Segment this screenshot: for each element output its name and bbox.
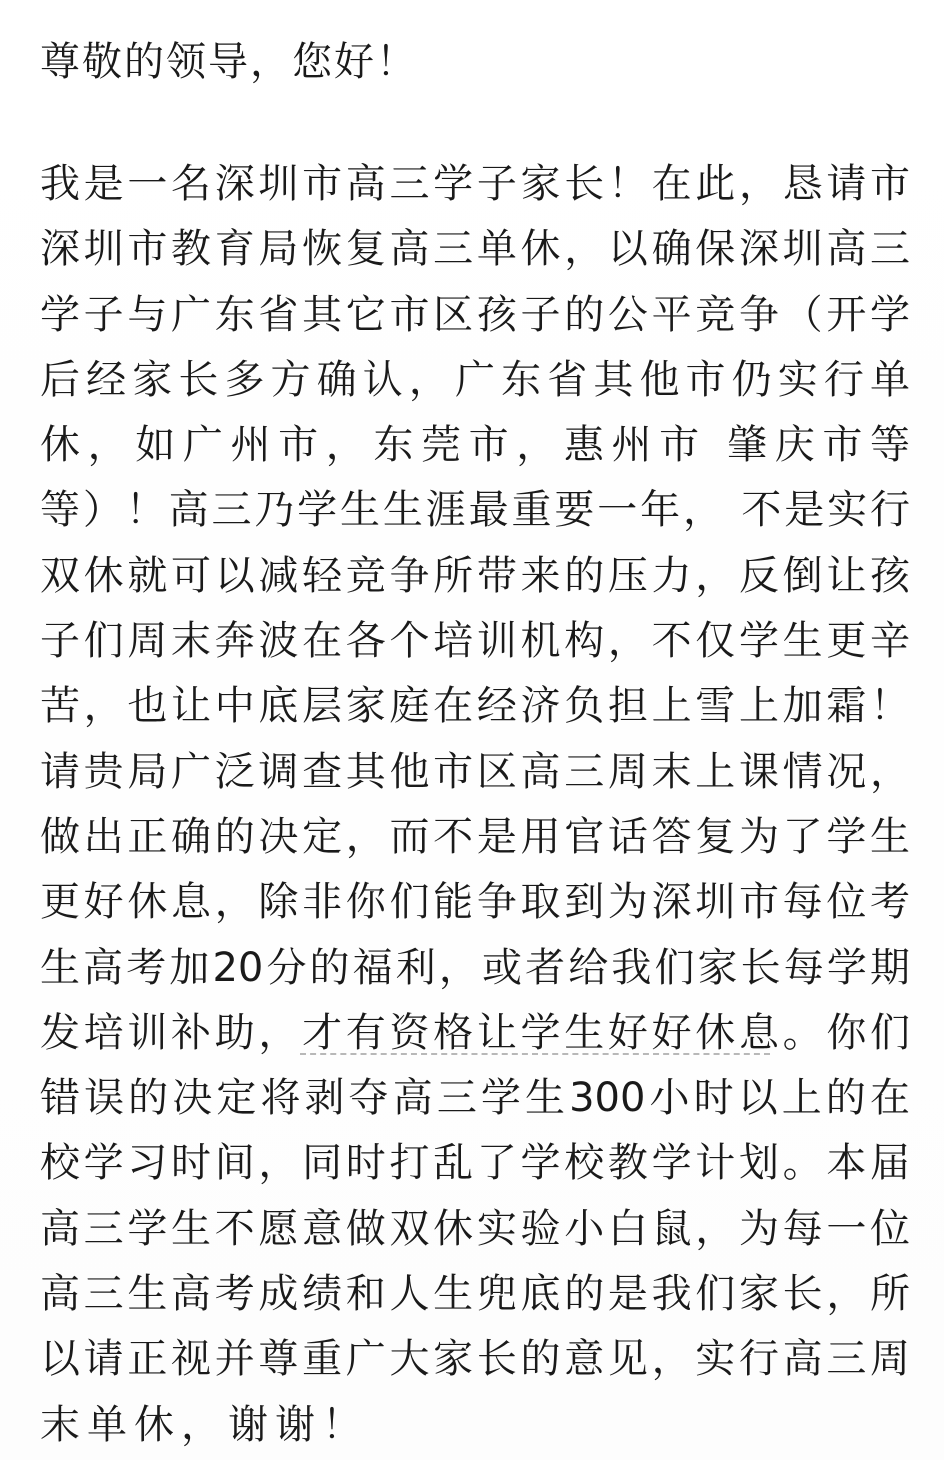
letter-line: 高三学生不愿意做双休实验小白鼠，为每一位 [40, 1205, 910, 1252]
letter-line: 苦，也让中底层家庭在经济负担上雪上加霜！ [40, 683, 910, 730]
letter-line: 校学习时间，同时打乱了学校教学计划。本届 [40, 1140, 910, 1187]
letter-body [40, 152, 910, 1458]
letter-line: 后经家长多方确认，广东省其他市仍实行单 [40, 356, 910, 403]
letter-line: 学子与广东省其它市区孩子的公平竞争（开学 [40, 291, 910, 338]
letter-line: 错误的决定将剥夺高三学生300小时以上的在 [40, 1075, 910, 1122]
letter-line: 我是一名深圳市高三学子家长！在此，恳请市 [40, 161, 910, 207]
letter-line-closing: 末单休，谢谢！ [40, 1401, 369, 1448]
letter-line: 高三生高考成绩和人生兜底的是我们家长，所 [40, 1271, 910, 1318]
letter-line: 生高考加20分的福利，或者给我们家长每学期 [40, 944, 910, 991]
letter-line: 双休就可以减轻竞争所带来的压力，反倒让孩 [40, 552, 910, 599]
letter-line: 子们周末奔波在各个培训机构，不仅学生更辛 [40, 618, 910, 665]
letter-line: 等）！高三乃学生生涯最重要一年， 不是实行 [40, 487, 910, 534]
letter-line: 休，如广州市，东莞市，惠州市 肇庆市等 [40, 422, 910, 469]
letter-line: 发培训补助，才有资格让学生好好休息。你们 [40, 1009, 910, 1056]
letter-line: 更好休息，除非你们能争取到为深圳市每位考 [40, 879, 910, 926]
letter-line: 请贵局广泛调查其他市区高三周末上课情况， [40, 748, 910, 795]
letter-line: 深圳市教育局恢复高三单休，以确保深圳高三 [40, 226, 910, 273]
letter-line: 以请正视并尊重广大家长的意见，实行高三周 [40, 1336, 910, 1383]
dashed-underline-mark [300, 1053, 770, 1055]
letter-line: 做出正确的决定，而不是用官话答复为了学生 [40, 813, 910, 860]
letter-greeting: 尊敬的领导，您好！ [40, 39, 418, 85]
